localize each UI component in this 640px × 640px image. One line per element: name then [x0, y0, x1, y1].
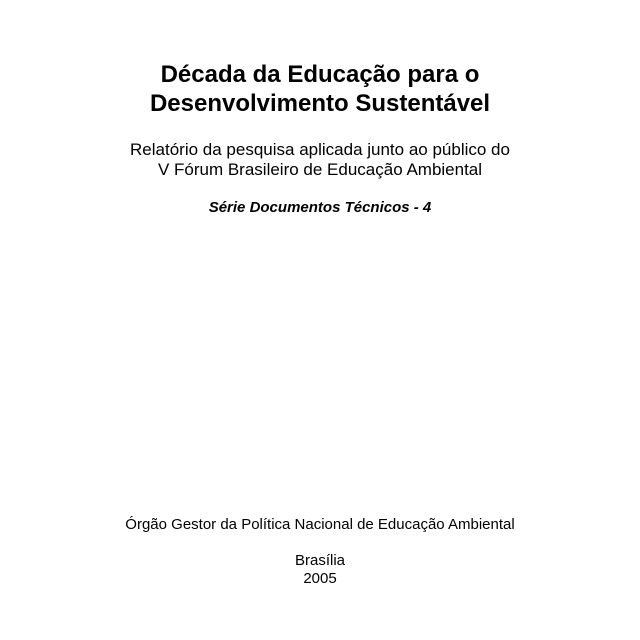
organization-name: Órgão Gestor da Política Nacional de Educação Ambiental [125, 516, 515, 533]
publication-city: Brasília [294, 552, 346, 569]
document-title-line-2: Desenvolvimento Sustentável [149, 90, 491, 117]
document-subtitle-line-2: V Fórum Brasileiro de Educação Ambiental [157, 160, 483, 179]
document-title-line-1: Década da Educação para o [160, 61, 480, 88]
document-subtitle-line-1: Relatório da pesquisa aplicada junto ao público do [130, 140, 510, 159]
series-label: Série Documentos Técnicos - 4 [208, 199, 432, 216]
publication-year: 2005 [303, 570, 337, 587]
